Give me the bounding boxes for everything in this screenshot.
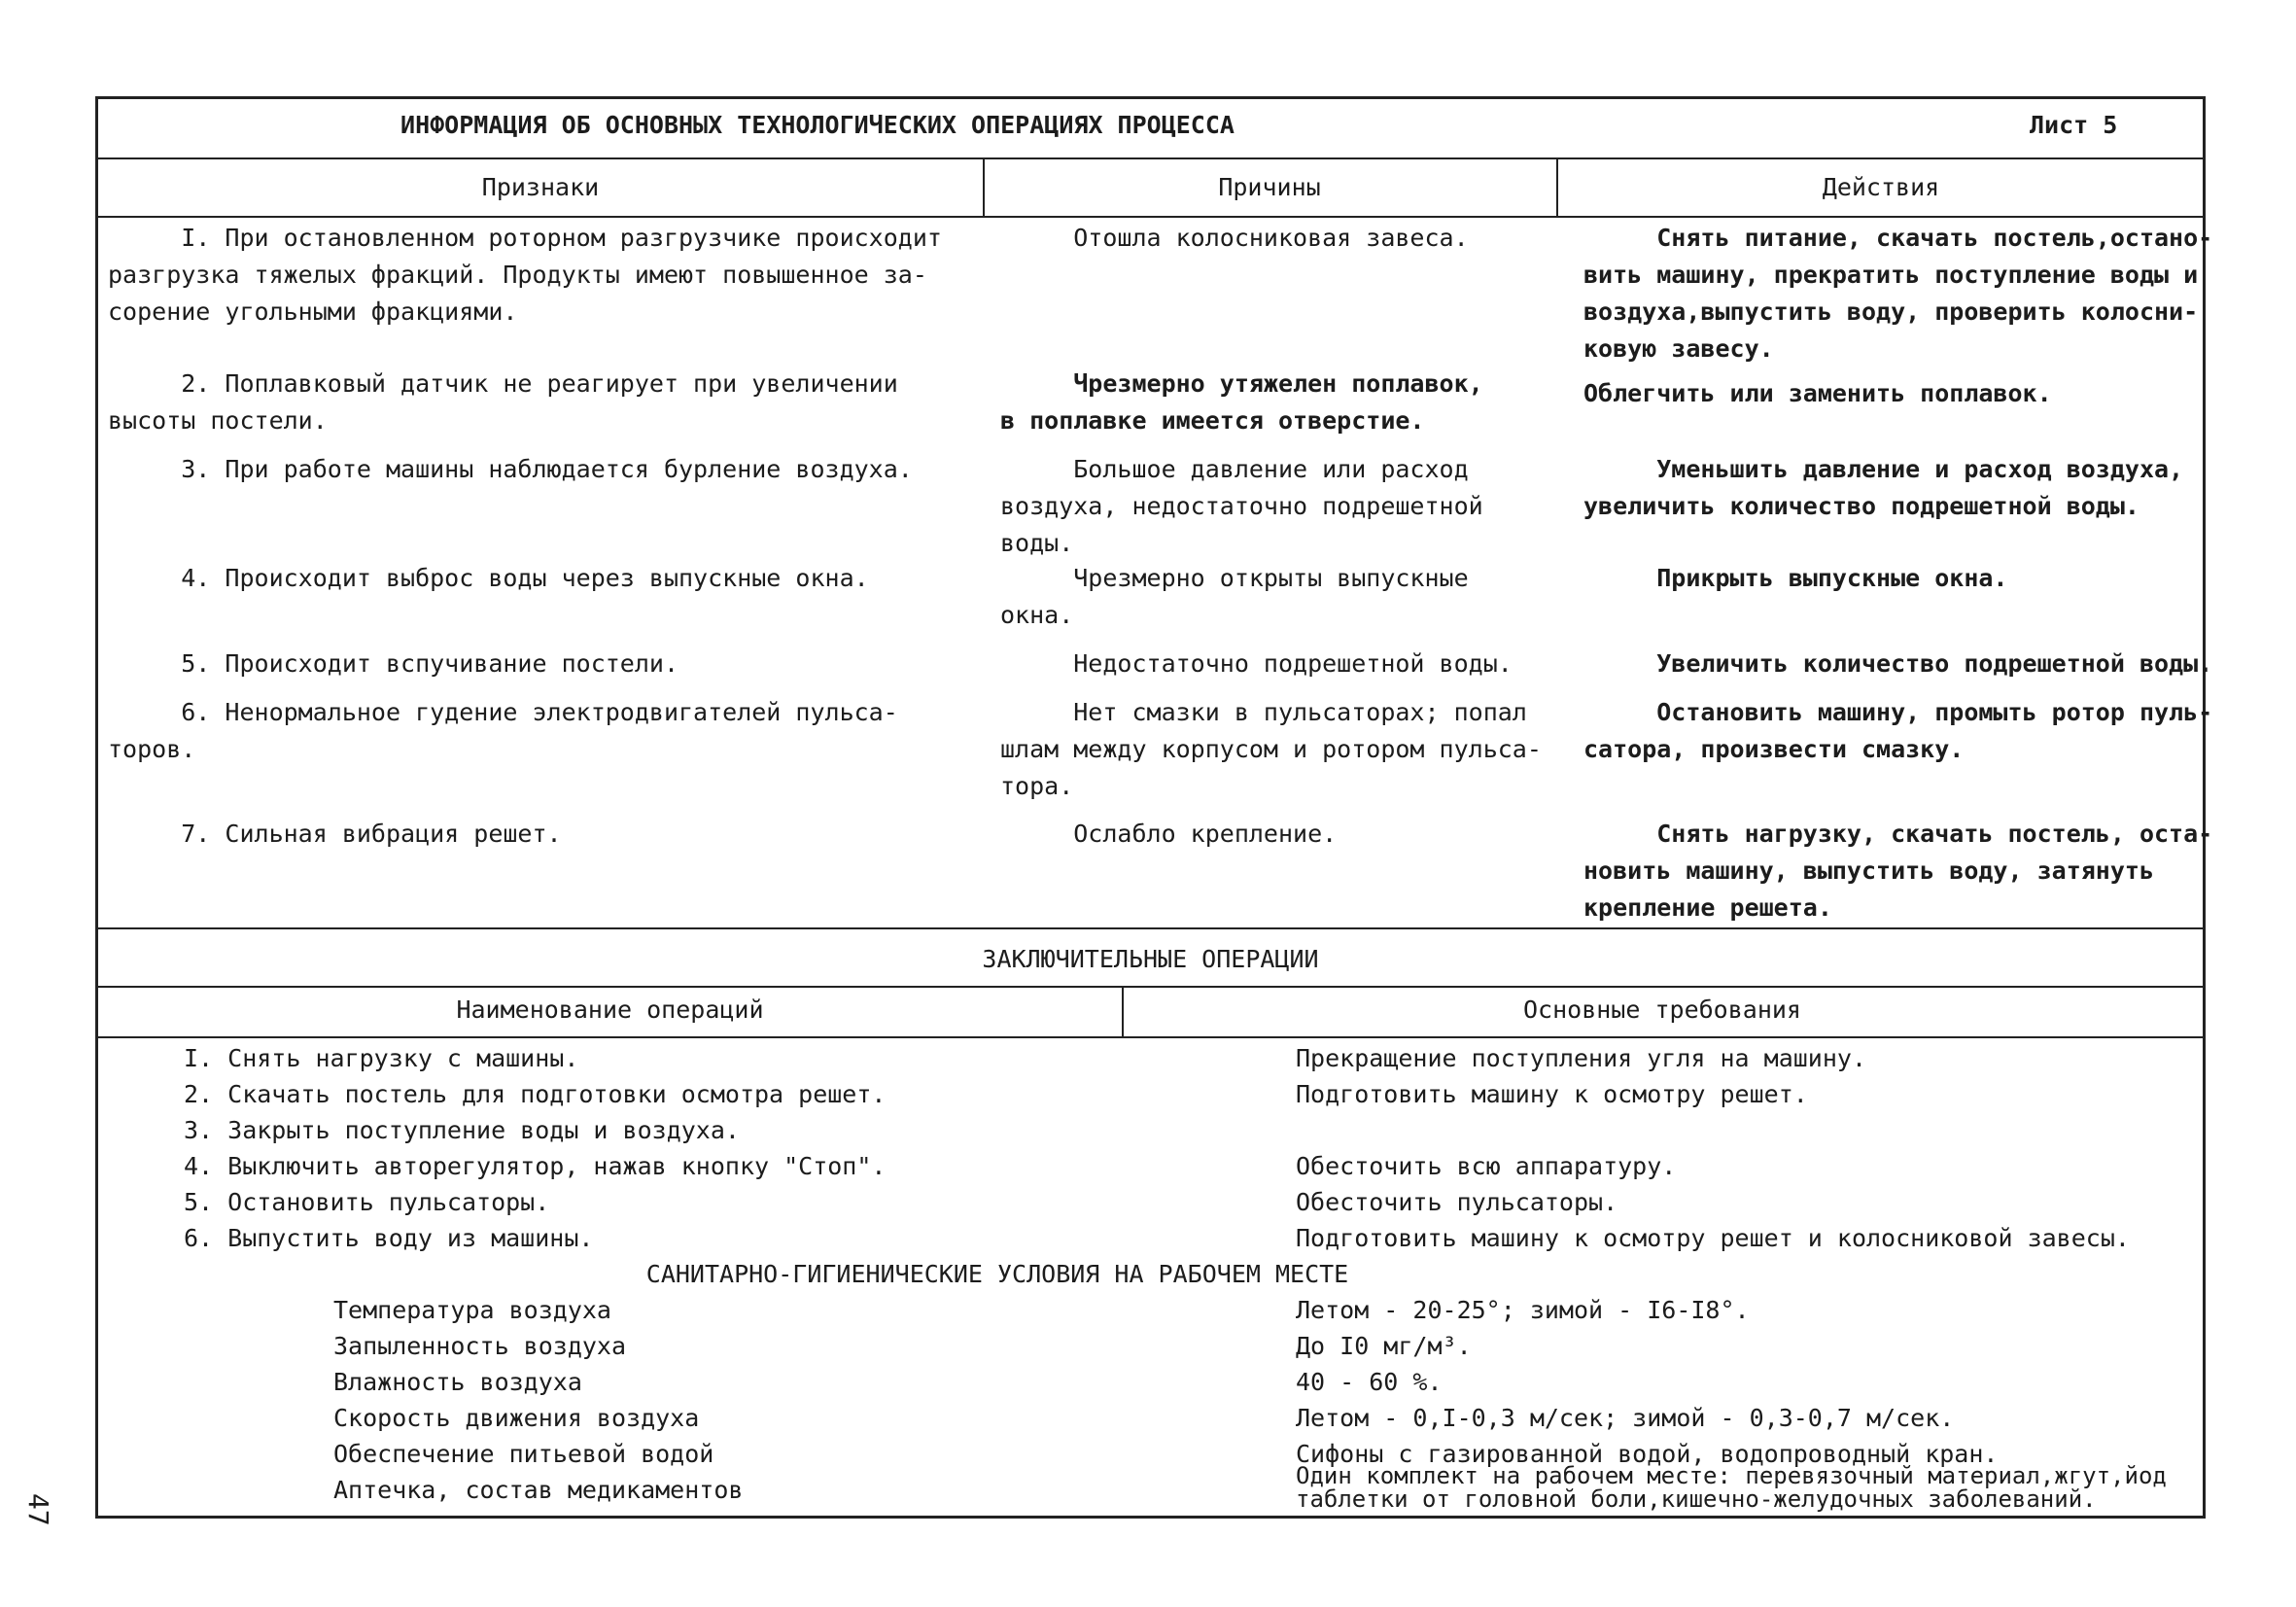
fault-action-2: Облегчить или заменить поплавок.: [1583, 379, 2052, 407]
fault-sign-1: I. При остановленном роторном разгрузчике происходит разгрузка тяжелых фракций. Продукты имеют повышенное за- сорение угольными фракциями.: [108, 224, 942, 326]
fault-sign-6: 6. Ненормальное гудение электродвигателей пульса- торов.: [108, 698, 898, 763]
fault-cause-3: Большое давление или расход воздуха, недостаточно подрешетной воды.: [1000, 455, 1483, 557]
column-header-causes: Причины: [1218, 173, 1321, 201]
document-title: ИНФОРМАЦИЯ ОБ ОСНОВНЫХ ТЕХНОЛОГИЧЕСКИХ ОПЕРАЦИЯХ ПРОЦЕССА: [400, 111, 1235, 139]
divider: [98, 1036, 2203, 1038]
sanitary-value: Летом - 0,I-0,3 м/сек; зимой - 0,3-0,7 м/сек.: [1296, 1404, 1955, 1432]
fault-sign-7: 7. Сильная вибрация решет.: [108, 820, 562, 848]
requirement-item: Обесточить пульсаторы.: [1296, 1188, 1618, 1216]
divider: [98, 216, 2203, 218]
sanitary-param: Скорость движения воздуха: [333, 1404, 700, 1432]
column-header-requirements: Основные требования: [1523, 996, 1801, 1024]
requirement-item: Прекращение поступления угля на машину.: [1296, 1044, 1866, 1072]
fault-action-6: Остановить машину, промыть ротор пуль- сатора, произвести смазку.: [1583, 698, 2213, 763]
requirement-item: Подготовить машину к осмотру решет и колосниковой завесы.: [1296, 1224, 2130, 1252]
sanitary-param: Запыленность воздуха: [333, 1332, 627, 1360]
fault-action-4: Прикрыть выпускные окна.: [1583, 564, 2008, 592]
fault-cause-6: Нет смазки в пульсаторах; попал шлам между корпусом и ротором пульса- тора.: [1000, 698, 1542, 800]
fault-cause-2: Чрезмерно утяжелен поплавок, в поплавке имеется отверстие.: [1000, 369, 1483, 435]
fault-cause-5: Недостаточно подрешетной воды.: [1000, 649, 1513, 678]
fault-sign-5: 5. Происходит вспучивание постели.: [108, 649, 678, 678]
column-header-actions: Действия: [1822, 173, 1940, 201]
fault-cause-7: Ослабло крепление.: [1000, 820, 1338, 848]
sanitary-value: Один комплект на рабочем месте: перевязочный материал,жгут,йод таблетки от головной боли,кишечно-желудочных заболеваний.: [1296, 1462, 2167, 1513]
requirement-item: Подготовить машину к осмотру решет.: [1296, 1080, 1808, 1108]
requirement-item: Обесточить всю аппаратуру.: [1296, 1152, 1677, 1180]
fault-action-1: Снять питание, скачать постель,остано- вить машину, прекратить поступление воды и воздуха,выпустить воду, проверить колосни- ковую завесу.: [1583, 224, 2213, 363]
page-number: 47: [22, 1493, 54, 1526]
sanitary-value: До I0 мг/м³.: [1296, 1332, 1472, 1360]
sanitary-value: Летом - 20-25°; зимой - I6-I8°.: [1296, 1296, 1750, 1324]
operation-item: 2. Скачать постель для подготовки осмотра решет.: [184, 1080, 887, 1108]
fault-cause-4: Чрезмерно открыты выпускные окна.: [1000, 564, 1469, 629]
operation-item: 4. Выключить авторегулятор, нажав кнопку "Стоп".: [184, 1152, 887, 1180]
sanitary-param: Влажность воздуха: [333, 1368, 582, 1396]
fault-action-3: Уменьшить давление и расход воздуха, увеличить количество подрешетной воды.: [1583, 455, 2184, 520]
divider: [983, 157, 985, 216]
operation-item: 6. Выпустить воду из машины.: [184, 1224, 594, 1252]
section-title-final-operations: ЗАКЛЮЧИТЕЛЬНЫЕ ОПЕРАЦИИ: [982, 945, 1319, 973]
operation-item: I. Снять нагрузку с машины.: [184, 1044, 579, 1072]
divider: [98, 157, 2203, 159]
sanitary-value: Сифоны с газированной водой, водопроводный кран.: [1296, 1440, 1999, 1468]
column-header-signs: Признаки: [481, 173, 600, 201]
fault-action-5: Увеличить количество подрешетной воды.: [1583, 649, 2213, 678]
sheet-number: Лист 5: [2030, 111, 2118, 139]
sanitary-param: Аптечка, состав медикаментов: [333, 1476, 744, 1504]
operation-item: 5. Остановить пульсаторы.: [184, 1188, 550, 1216]
fault-sign-3: 3. При работе машины наблюдается бурление воздуха.: [108, 455, 913, 483]
fault-cause-1: Отошла колосниковая завеса.: [1000, 224, 1469, 252]
divider: [98, 986, 2203, 988]
operation-item: 3. Закрыть поступление воды и воздуха.: [184, 1116, 740, 1144]
document-sheet: [95, 96, 2213, 1519]
sanitary-param: Обеспечение питьевой водой: [333, 1440, 714, 1468]
fault-sign-2: 2. Поплавковый датчик не реагирует при увеличении высоты постели.: [108, 369, 898, 435]
divider: [98, 927, 2203, 929]
fault-action-7: Снять нагрузку, скачать постель, оста- новить машину, выпустить воду, затянуть крепление решета.: [1583, 820, 2213, 922]
sanitary-param: Температура воздуха: [333, 1296, 611, 1324]
fault-sign-4: 4. Происходит выброс воды через выпускные окна.: [108, 564, 869, 592]
column-header-operations: Наименование операций: [456, 996, 764, 1024]
divider: [1122, 986, 1124, 1036]
sanitary-value: 40 - 60 %.: [1296, 1368, 1443, 1396]
divider: [1556, 157, 1558, 216]
section-title-sanitary: САНИТАРНО-ГИГИЕНИЧЕСКИЕ УСЛОВИЯ НА РАБОЧЕМ МЕСТЕ: [645, 1260, 1349, 1288]
